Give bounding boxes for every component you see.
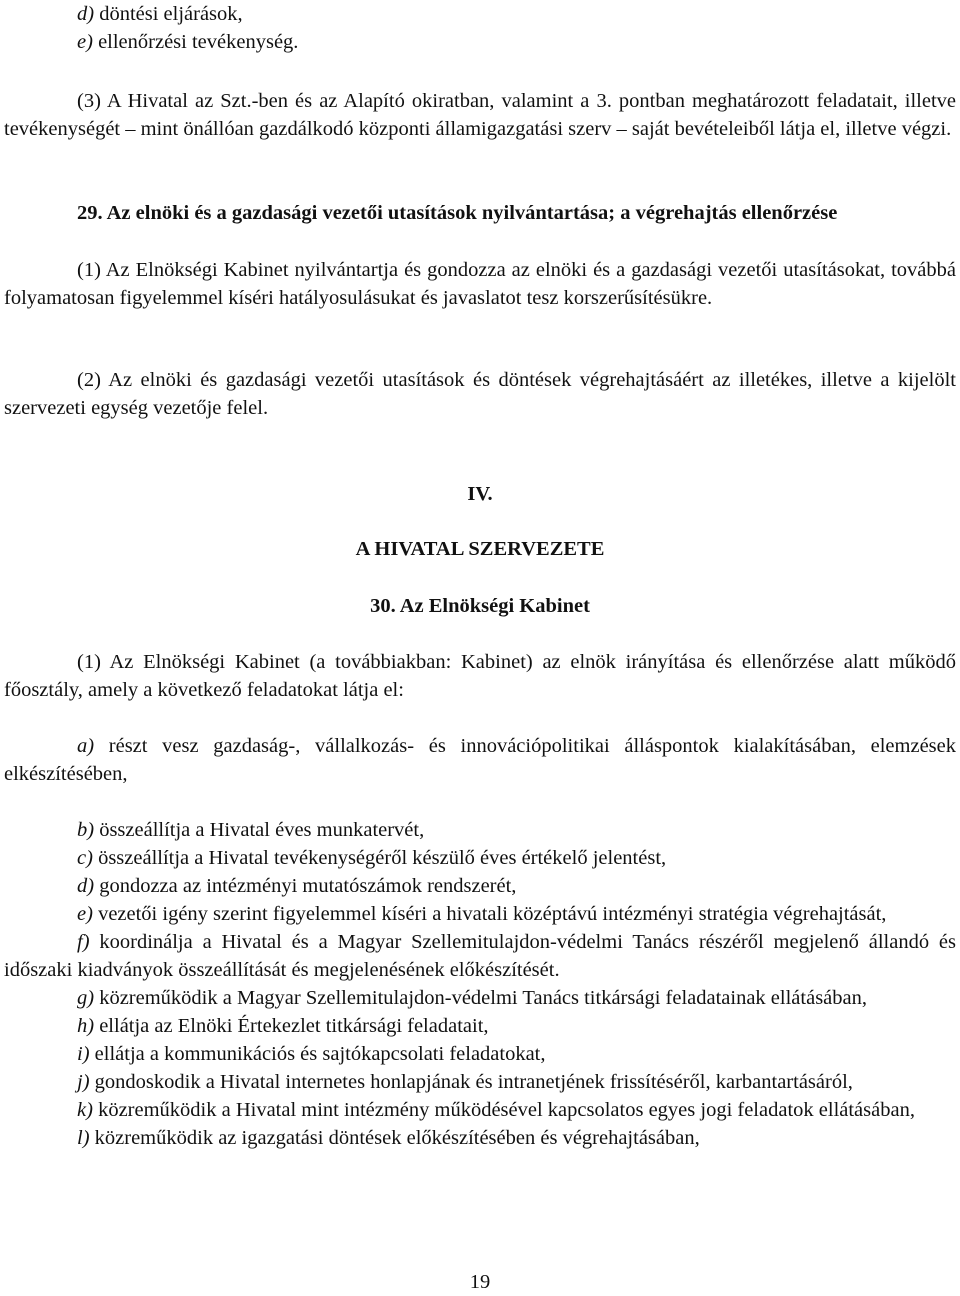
chapter-title: A HIVATAL SZERVEZETE bbox=[355, 538, 605, 560]
list-item-h: h) ellátja az Elnöki Értekezlet titkársági feladatait, bbox=[77, 1015, 489, 1037]
paragraph-3: (3) A Hivatal az Szt.-ben és az Alapító okiratban, valamint a 3. pontban meghatározott feladatait, illetve tevékenységét – mint önállóan gazdálkodó központi államigazgatási szerv – saját bevételeiből látja el, illetve végzi. bbox=[4, 90, 956, 140]
top-list bbox=[4, 0, 956, 56]
list-item-c: c) összeállítja a Hivatal tevékenységéről készülő éves értékelő jelentést, bbox=[77, 847, 667, 869]
list-item-d-top: d) döntési eljárások, bbox=[77, 3, 243, 25]
list-item-f: f) koordinálja a Hivatal és a Magyar Szellemitulajdon-védelmi Tanács részéről megjelenő állandó és időszaki kiadványok összeállítását és megjelenésének előkészítését. bbox=[4, 931, 956, 981]
chapter-number: IV. bbox=[467, 483, 493, 505]
section-29-heading: 29. Az elnöki és a gazdasági vezetői utasítások nyilvántartása; a végrehajtás ellenőrzése bbox=[77, 202, 838, 224]
task-list bbox=[4, 816, 956, 1152]
list-item-e: e) vezetői igény szerint figyelemmel kíséri a hivatali középtávú intézményi stratégia végrehajtását, bbox=[77, 903, 887, 925]
section-30-heading: 30. Az Elnökségi Kabinet bbox=[370, 595, 590, 617]
list-item-e-top: e) ellenőrzési tevékenység. bbox=[77, 31, 299, 53]
list-item-g: g) közreműködik a Magyar Szellemitulajdon-védelmi Tanács titkársági feladatainak ellátásában, bbox=[77, 987, 867, 1009]
list-item-i: i) ellátja a kommunikációs és sajtókapcsolati feladatokat, bbox=[77, 1043, 546, 1065]
list-item-j: j) gondoskodik a Hivatal internetes honlapjának és intranetjének frissítéséről, karbantartásáról, bbox=[77, 1071, 853, 1093]
section-29-paragraph-1: (1) Az Elnökségi Kabinet nyilvántartja és gondozza az elnöki és a gazdasági vezetői utasításokat, továbbá folyamatosan figyelemmel kíséri hatályosulásukat és javaslatot tesz korszerűsítésükre. bbox=[4, 259, 956, 309]
list-item-b: b) összeállítja a Hivatal éves munkatervét, bbox=[77, 819, 425, 841]
section-30-paragraph-1: (1) Az Elnökségi Kabinet (a továbbiakban: Kabinet) az elnök irányítása és ellenőrzése alatt működő főosztály, amely a következő feladatokat látja el: bbox=[4, 651, 956, 701]
list-item-l: l) közreműködik az igazgatási döntések előkészítésében és végrehajtásában, bbox=[77, 1127, 700, 1149]
list-item-d: d) gondozza az intézményi mutatószámok rendszerét, bbox=[77, 875, 517, 897]
list-item-k: k) közreműködik a Hivatal mint intézmény működésével kapcsolatos egyes jogi feladatok ellátásában, bbox=[77, 1099, 915, 1121]
page-number: 19 bbox=[469, 1271, 491, 1293]
list-item-a: a) részt vesz gazdaság-, vállalkozás- és innovációpolitikai álláspontok kialakításában, elemzések elkészítésében, bbox=[4, 735, 956, 785]
section-29-paragraph-2: (2) Az elnöki és gazdasági vezetői utasítások és döntések végrehajtásáért az illetékes, illetve a kijelölt szervezeti egység vezetője felel. bbox=[4, 369, 956, 419]
